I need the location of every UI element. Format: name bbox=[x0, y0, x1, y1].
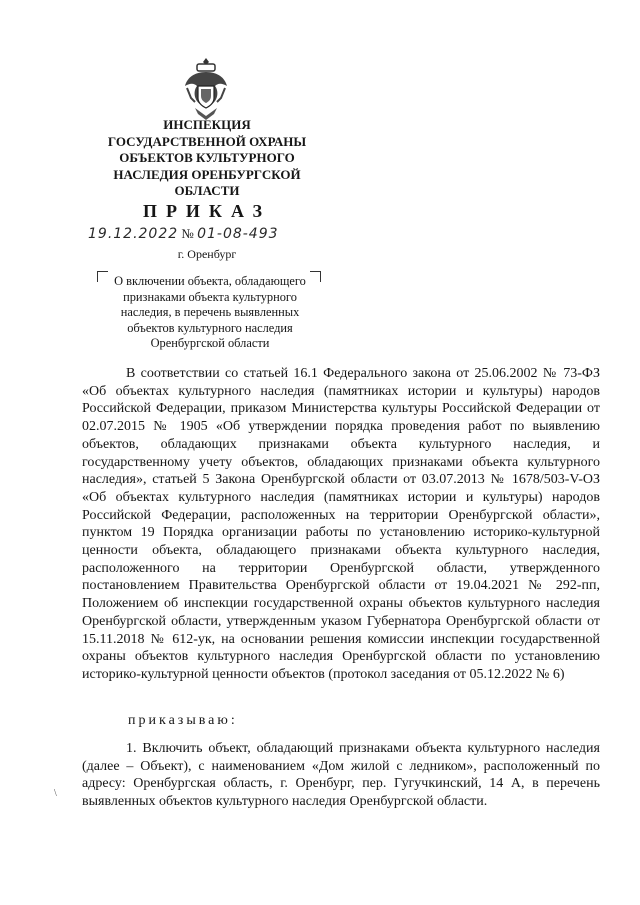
org-line: ИНСПЕКЦИЯ bbox=[163, 117, 251, 132]
city-label: г. Оренбург bbox=[177, 247, 237, 261]
organization-name bbox=[82, 117, 332, 200]
date-number-line bbox=[88, 226, 338, 242]
order-item-1: 1. Включить объект, обладающий признаками объекта культурного наследия (далее – Объект), с наименованием «Дом жилой с ледником», расположенный по адресу: Оренбургская область, г. Оренбург, пер. Гугучкинский, 14 А, в перечень выявленных объектов культурного наследия Оренбургской области. bbox=[82, 741, 600, 810]
org-line: ГОСУДАРСТВЕННОЙ ОХРАНЫ bbox=[107, 133, 307, 149]
coat-of-arms-emblem bbox=[181, 58, 231, 120]
handwritten-date: 19.12.2022 bbox=[88, 226, 179, 242]
preamble-paragraph: В соответствии со статьей 16.1 Федерального закона от 25.06.2002 № 73-ФЗ «Об объектах культурного наследия (памятниках истории и культуры) народов Российской Федерации, приказом Министерства культуры Российской Федерации от 02.07.2015 № 1905 «Об утверждении порядка проведения работ по выявлению объектов, обладающих признаками объекта культурного наследия, и государственному учету объектов, обладающих признаками объекта культурного наследия», статьей 5 Закона Оренбургской области от 03.07.2013 № 1678/503-V-ОЗ «Об объектах культурного наследия (памятниках истории и культуры) народов Российской Федерации, расположенных на территории Оренбургской области», пунктом 19 Порядка организации работы по установлению историко-культурной ценности объекта, обладающего признаками объекта культурного наследия, расположенного на территории Оренбургской области, утвержденного постановлением Правительства Оренбургской области от 19.04.2021 № 292-пп, Положением об инспекции государственной охраны объектов культурного наследия Оренбургской области, утвержденным указом Губернатора Оренбургской области от 15.11.2018 № 612-ук, на основании решения комиссии инспекции государственной охраны объектов культурного наследия Оренбургской области по установлению историко-культурной ценности объектов (протокол заседания от 05.12.2022 № 6) bbox=[82, 366, 600, 682]
subject-line: Оренбургской области bbox=[150, 336, 270, 351]
subject-line: признаками объекта культурного bbox=[123, 289, 297, 304]
order-word: приказываю: bbox=[128, 713, 238, 728]
margin-mark: \ bbox=[54, 788, 57, 799]
handwritten-number: 01-08-493 bbox=[197, 226, 279, 242]
org-line: ОБЪЕКТОВ КУЛЬТУРНОГО bbox=[119, 150, 295, 165]
subject-line: О включении объекта, обладающего bbox=[114, 274, 306, 288]
subject-line: наследия, в перечень выявленных bbox=[120, 305, 300, 320]
org-line: ОБЛАСТИ bbox=[174, 183, 240, 198]
subject-line: объектов культурного наследия bbox=[127, 320, 293, 335]
document-subject bbox=[100, 274, 320, 352]
document-type-title: ПРИКАЗ bbox=[142, 201, 272, 221]
number-sign: № bbox=[181, 226, 194, 241]
org-line: НАСЛЕДИЯ ОРЕНБУРГСКОЙ bbox=[113, 166, 301, 182]
